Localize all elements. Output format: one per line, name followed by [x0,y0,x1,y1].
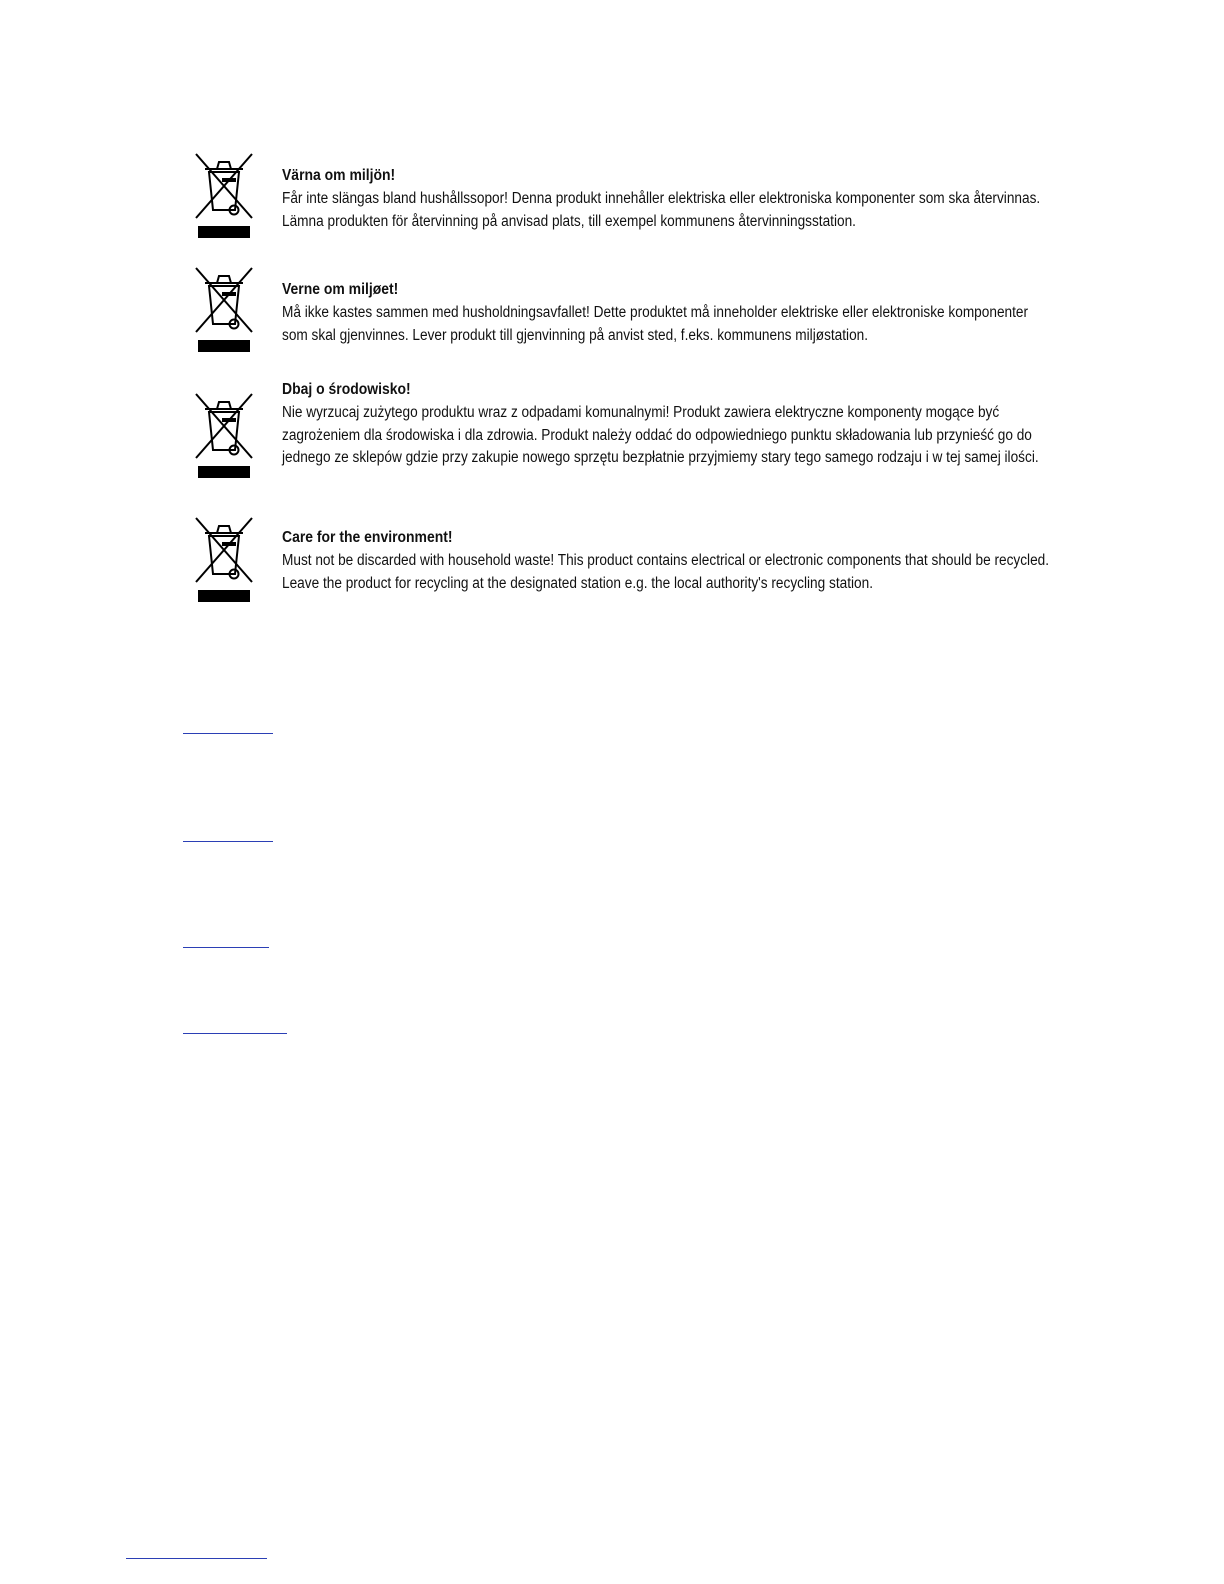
crossed-out-wheelie-bin-icon [194,266,254,354]
notice-title: Dbaj o środowisko! [282,381,411,398]
notice-body: Must not be discarded with household waste! This product contains electrical or electronic components that should be recycled. Leave the product for recycling at the designated station e.g. the local authority's recycling station. [282,552,1050,592]
divider-line [183,1033,287,1034]
divider-line [126,1558,267,1559]
crossed-out-wheelie-bin-icon [194,392,254,480]
notice-body: Nie wyrzucaj zużytego produktu wraz z odpadami komunalnymi! Produkt zawiera elektryczne komponenty mogące być zagrożeniem dla środowiska i dla zdrowia. Produkt należy oddać do odpowiedniego punktu składowania lub przynieść go do jednego ze sklepów gdzie przy zakupie nowego sprzętu bezpłatnie przyjmiemy stary tego samego rodzaju i w tej samej ilości. [282,404,1039,466]
crossed-out-wheelie-bin-icon [194,152,254,240]
notice-body: Får inte slängas bland hushållssopor! Denna produkt innehåller elektriska eller elektroniska komponenter som ska återvinnas. Lämna produkten för återvinning på anvisad plats, till exempel kommunens återvinningsstation. [282,190,1041,230]
notice-title: Värna om miljön! [282,167,396,184]
divider-line [183,841,273,842]
notice-title: Verne om miljøet! [282,281,399,298]
crossed-out-wheelie-bin-icon [194,516,254,604]
notice-body: Må ikke kastes sammen med husholdningsavfallet! Dette produktet må inneholder elektriske eller elektroniske komponenter som skal gjenvinnes. Lever produkt till gjenvinning på anvist sted, f.eks. kommunens miljøstation. [282,304,1029,344]
divider-line [183,947,269,948]
notice-title: Care for the environment! [282,529,453,546]
divider-line [183,733,273,734]
